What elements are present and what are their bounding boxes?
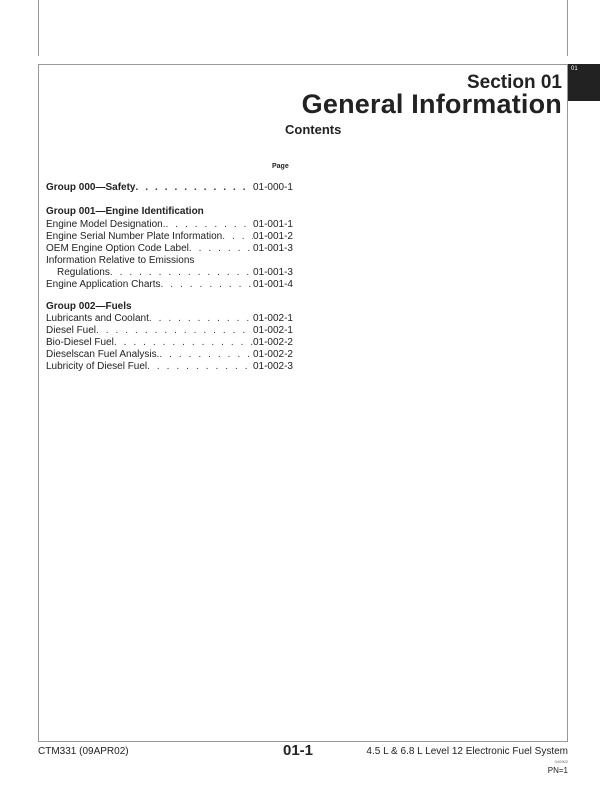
toc-page: 01-002-1 xyxy=(252,325,293,336)
leader-dots xyxy=(114,337,253,349)
leader-dots xyxy=(161,279,253,291)
toc-label: OEM Engine Option Code Label xyxy=(46,243,189,254)
toc-page: 01-001-2 xyxy=(252,231,293,242)
document-id: CTM331 (09APR02) xyxy=(38,746,129,757)
toc-label: Engine Serial Number Plate Information xyxy=(46,231,223,242)
toc-page: 01-001-3 xyxy=(252,267,293,278)
page-frame xyxy=(38,64,568,742)
toc-entry[interactable] xyxy=(46,337,293,349)
toc-page: 01-001-4 xyxy=(252,279,293,290)
toc-page: 01-002-2 xyxy=(252,337,293,348)
toc-entry[interactable] xyxy=(46,243,293,255)
group-heading: Group 002—Fuels xyxy=(46,301,132,312)
leader-dots xyxy=(149,313,253,325)
section-tab: 01 xyxy=(568,64,600,101)
toc-label: Lubricants and Coolant xyxy=(46,313,149,324)
page-title: General Information xyxy=(301,89,562,119)
page-number: 01-1 xyxy=(283,742,314,759)
contents-heading: Contents xyxy=(285,122,342,137)
page-column-label: Page xyxy=(272,163,289,170)
toc-page: 01-000-1 xyxy=(252,182,293,193)
toc-entry[interactable] xyxy=(46,219,293,231)
toc-page: 01-002-2 xyxy=(252,349,293,360)
toc-label: Group 000—Safety xyxy=(46,182,136,193)
toc-label: Lubricity of Diesel Fuel xyxy=(46,361,148,372)
leader-dots xyxy=(147,361,253,373)
toc-entry[interactable] xyxy=(46,267,293,279)
toc-entry[interactable] xyxy=(46,325,293,337)
toc-label: Engine Model Designation. xyxy=(46,219,166,230)
toc-entry[interactable] xyxy=(46,313,293,325)
leader-dots xyxy=(96,325,253,337)
leader-dots xyxy=(135,182,252,194)
toc-label: Diesel Fuel xyxy=(46,325,97,336)
toc-page: 01-002-1 xyxy=(252,313,293,324)
leader-dots xyxy=(166,219,253,231)
toc-entry[interactable] xyxy=(46,349,293,361)
toc-page: 01-001-3 xyxy=(252,243,293,254)
toc-label[interactable]: Information Relative to Emissions xyxy=(46,255,195,266)
group-heading: Group 001—Engine Identification xyxy=(46,206,204,217)
toc-page: 01-002-3 xyxy=(252,361,293,372)
toc-entry[interactable] xyxy=(46,182,293,194)
system-title: 4.5 L & 6.8 L Level 12 Electronic Fuel System xyxy=(366,746,568,757)
leader-dots xyxy=(189,243,253,255)
pn-number: PN=1 xyxy=(547,766,568,775)
toc-entry[interactable] xyxy=(46,231,293,243)
top-frame-left xyxy=(38,0,39,56)
section-number: Section 01 xyxy=(466,72,562,93)
toc-label: Bio-Diesel Fuel xyxy=(46,337,114,348)
toc-page: 01-001-1 xyxy=(252,219,293,230)
leader-dots xyxy=(159,349,253,361)
leader-dots xyxy=(110,267,253,279)
toc-entry[interactable] xyxy=(46,279,293,291)
toc-label: Regulations xyxy=(57,267,110,278)
revision-code: 040902 xyxy=(554,759,568,764)
toc-label: Engine Application Charts xyxy=(46,279,161,290)
leader-dots xyxy=(222,231,253,243)
toc-entry[interactable] xyxy=(46,361,293,373)
toc-label: Dieselscan Fuel Analysis. xyxy=(46,349,160,360)
top-frame-right xyxy=(567,0,568,56)
